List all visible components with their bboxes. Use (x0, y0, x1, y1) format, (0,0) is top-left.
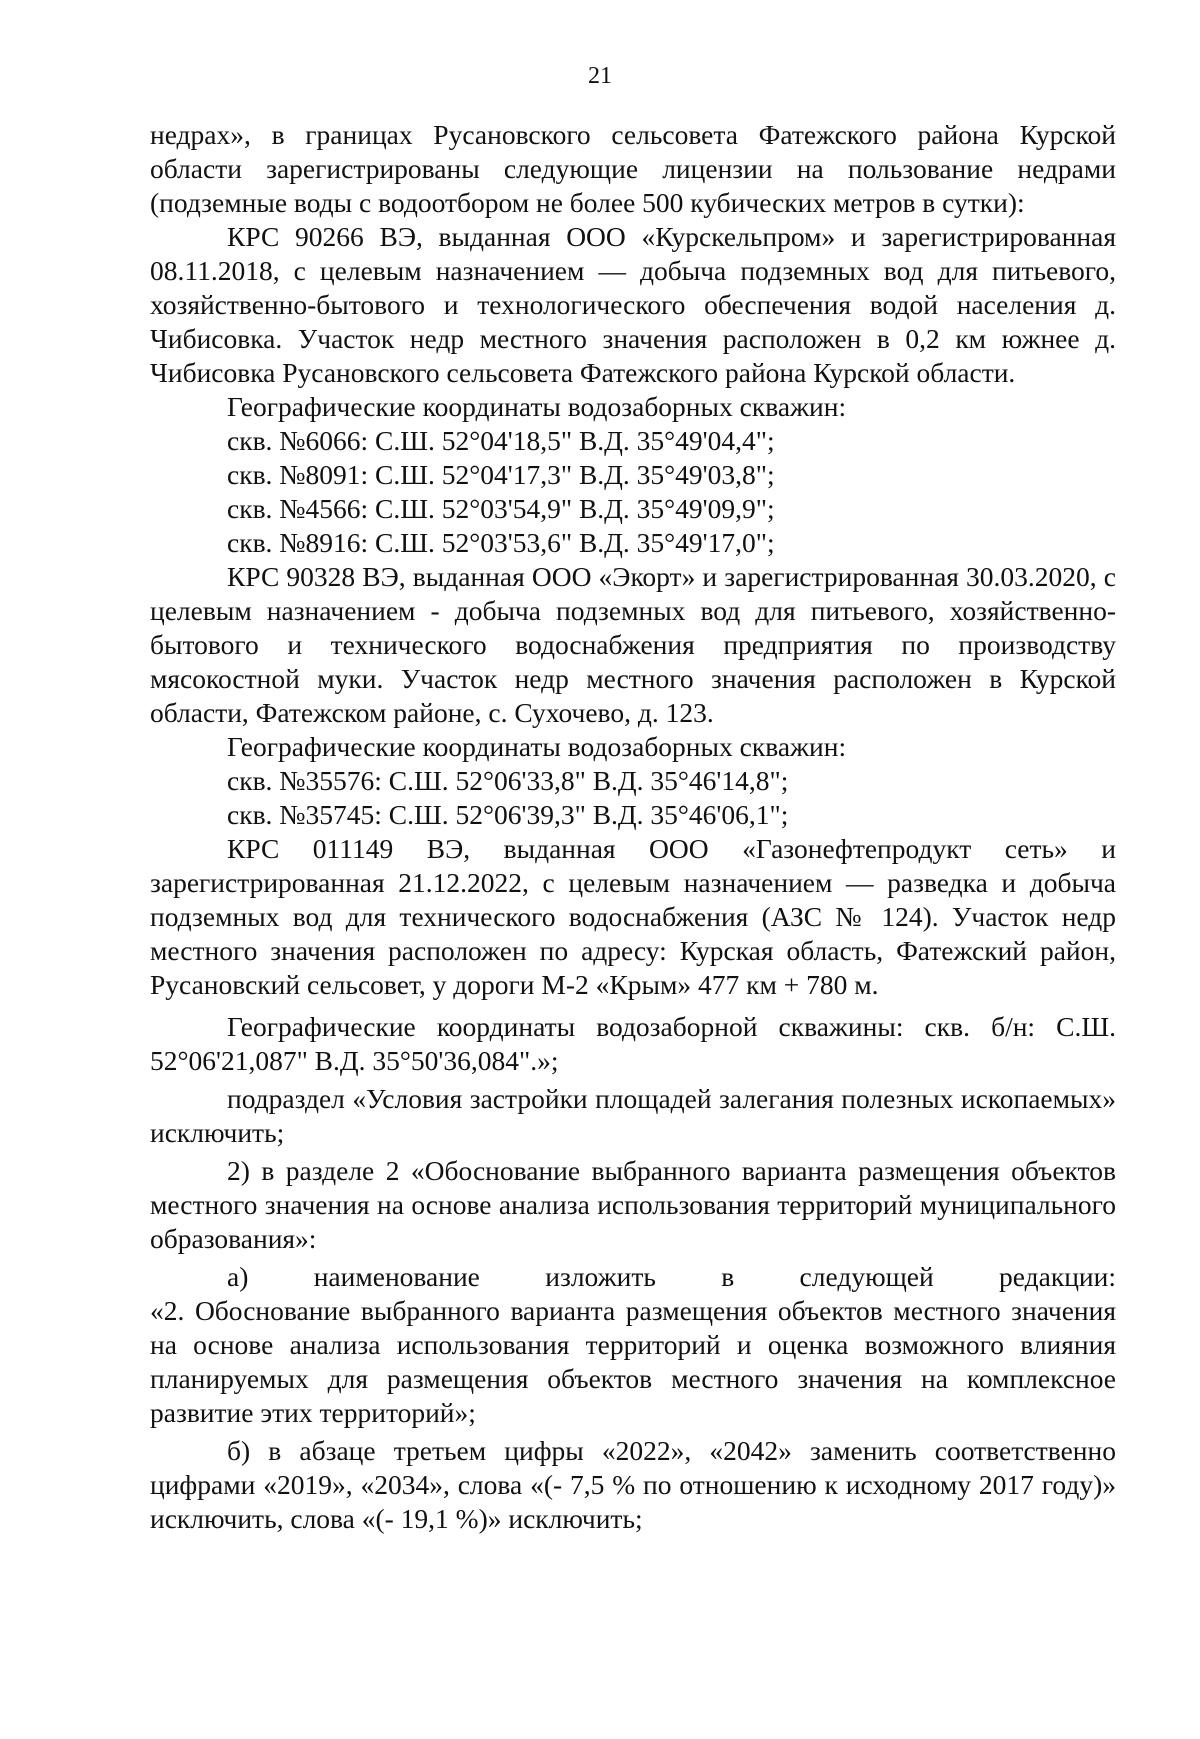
well-coordinate-35576: скв. №35576: С.Ш. 52°06'33,8" В.Д. 35°46'14,8"; (227, 765, 789, 796)
well-coordinate-35745: скв. №35745: С.Ш. 52°06'39,3" В.Д. 35°46'06,1"; (227, 799, 789, 830)
paragraph-coordinates-heading-1: Географические координаты водозаборных скважин: (227, 391, 847, 422)
paragraph-licenses-intro: недрах», в границах Русановского сельсовета Фатежского района Курской области зарегистрированы следующие лицензии на пользование недрами (подземные воды с водоотбором не более 500 кубических метров в сутки): (150, 119, 1116, 218)
paragraph-section-2-amendment: 2) в разделе 2 «Обоснование выбранного варианта размещения объектов местного значения на основе анализа использования территорий муниципального образования»: (150, 1155, 1116, 1254)
paragraph-item-a: а) наименование изложить в следующей редакции: (227, 1261, 1116, 1292)
paragraph-coordinates-single-well: Географические координаты водозаборной скважины: скв. б/н: С.Ш. 52°06'21,087" В.Д. 35°50'36,084".»; (150, 1011, 1116, 1076)
document-body (150, 118, 1116, 1536)
paragraph-license-krs-011149: КРС 011149 ВЭ, выданная ООО «Газонефтепродукт сеть» и зарегистрированная 21.12.2022, с целевым назначением — разведка и добыча подземных вод для технического водоснабжения (АЗС № 124). Участок недр местного значения расположен по адресу: Курская область, Фатежский район, Русановский сельсовет, у дороги М-2 «Крым» 477 км + 780 м. (150, 833, 1116, 1000)
paragraph-new-title: «2. Обоснование выбранного варианта размещения объектов местного значения на основе анализа использования территорий и оценка возможного влияния планируемых для размещения объектов местного значения на комплексное развитие этих территорий»; (150, 1295, 1116, 1428)
well-coordinate-6066: скв. №6066: С.Ш. 52°04'18,5" В.Д. 35°49'04,4"; (227, 425, 775, 456)
paragraph-coordinates-heading-2: Географические координаты водозаборных скважин: (227, 731, 847, 762)
paragraph-license-krs-90328: КРС 90328 ВЭ, выданная ООО «Экорт» и зарегистрированная 30.03.2020, с целевым назначением - добыча подземных вод для питьевого, хозяйственно-бытового и технического водоснабжения предприятия по производству мясокостной муки. Участок недр местного значения расположен в Курской области, Фатежском районе, с. Сухочево, д. 123. (150, 561, 1116, 728)
well-coordinate-4566: скв. №4566: С.Ш. 52°03'54,9" В.Д. 35°49'09,9"; (227, 493, 775, 524)
well-coordinate-8916: скв. №8916: С.Ш. 52°03'53,6" В.Д. 35°49'17,0"; (227, 527, 775, 558)
well-coordinate-8091: скв. №8091: С.Ш. 52°04'17,3" В.Д. 35°49'03,8"; (227, 459, 775, 490)
page-number: 21 (588, 63, 612, 89)
paragraph-subsection-exclude: подраздел «Условия застройки площадей залегания полезных ископаемых» исключить; (150, 1083, 1116, 1148)
paragraph-license-krs-90266: КРС 90266 ВЭ, выданная ООО «Курскельпром» и зарегистрированная 08.11.2018, с целевым назначением — добыча подземных вод для питьевого, хозяйственно-бытового и технологического обеспечения водой населения д. Чибисовка. Участок недр местного значения расположен в 0,2 км южнее д. Чибисовка Русановского сельсовета Фатежского района Курской области. (150, 221, 1116, 388)
paragraph-item-b: б) в абзаце третьем цифры «2022», «2042» заменить соответственно цифрами «2019», «2034», слова «(- 7,5 % по отношению к исходному 2017 году)» исключить, слова «(- 19,1 %)» исключить; (150, 1435, 1116, 1534)
